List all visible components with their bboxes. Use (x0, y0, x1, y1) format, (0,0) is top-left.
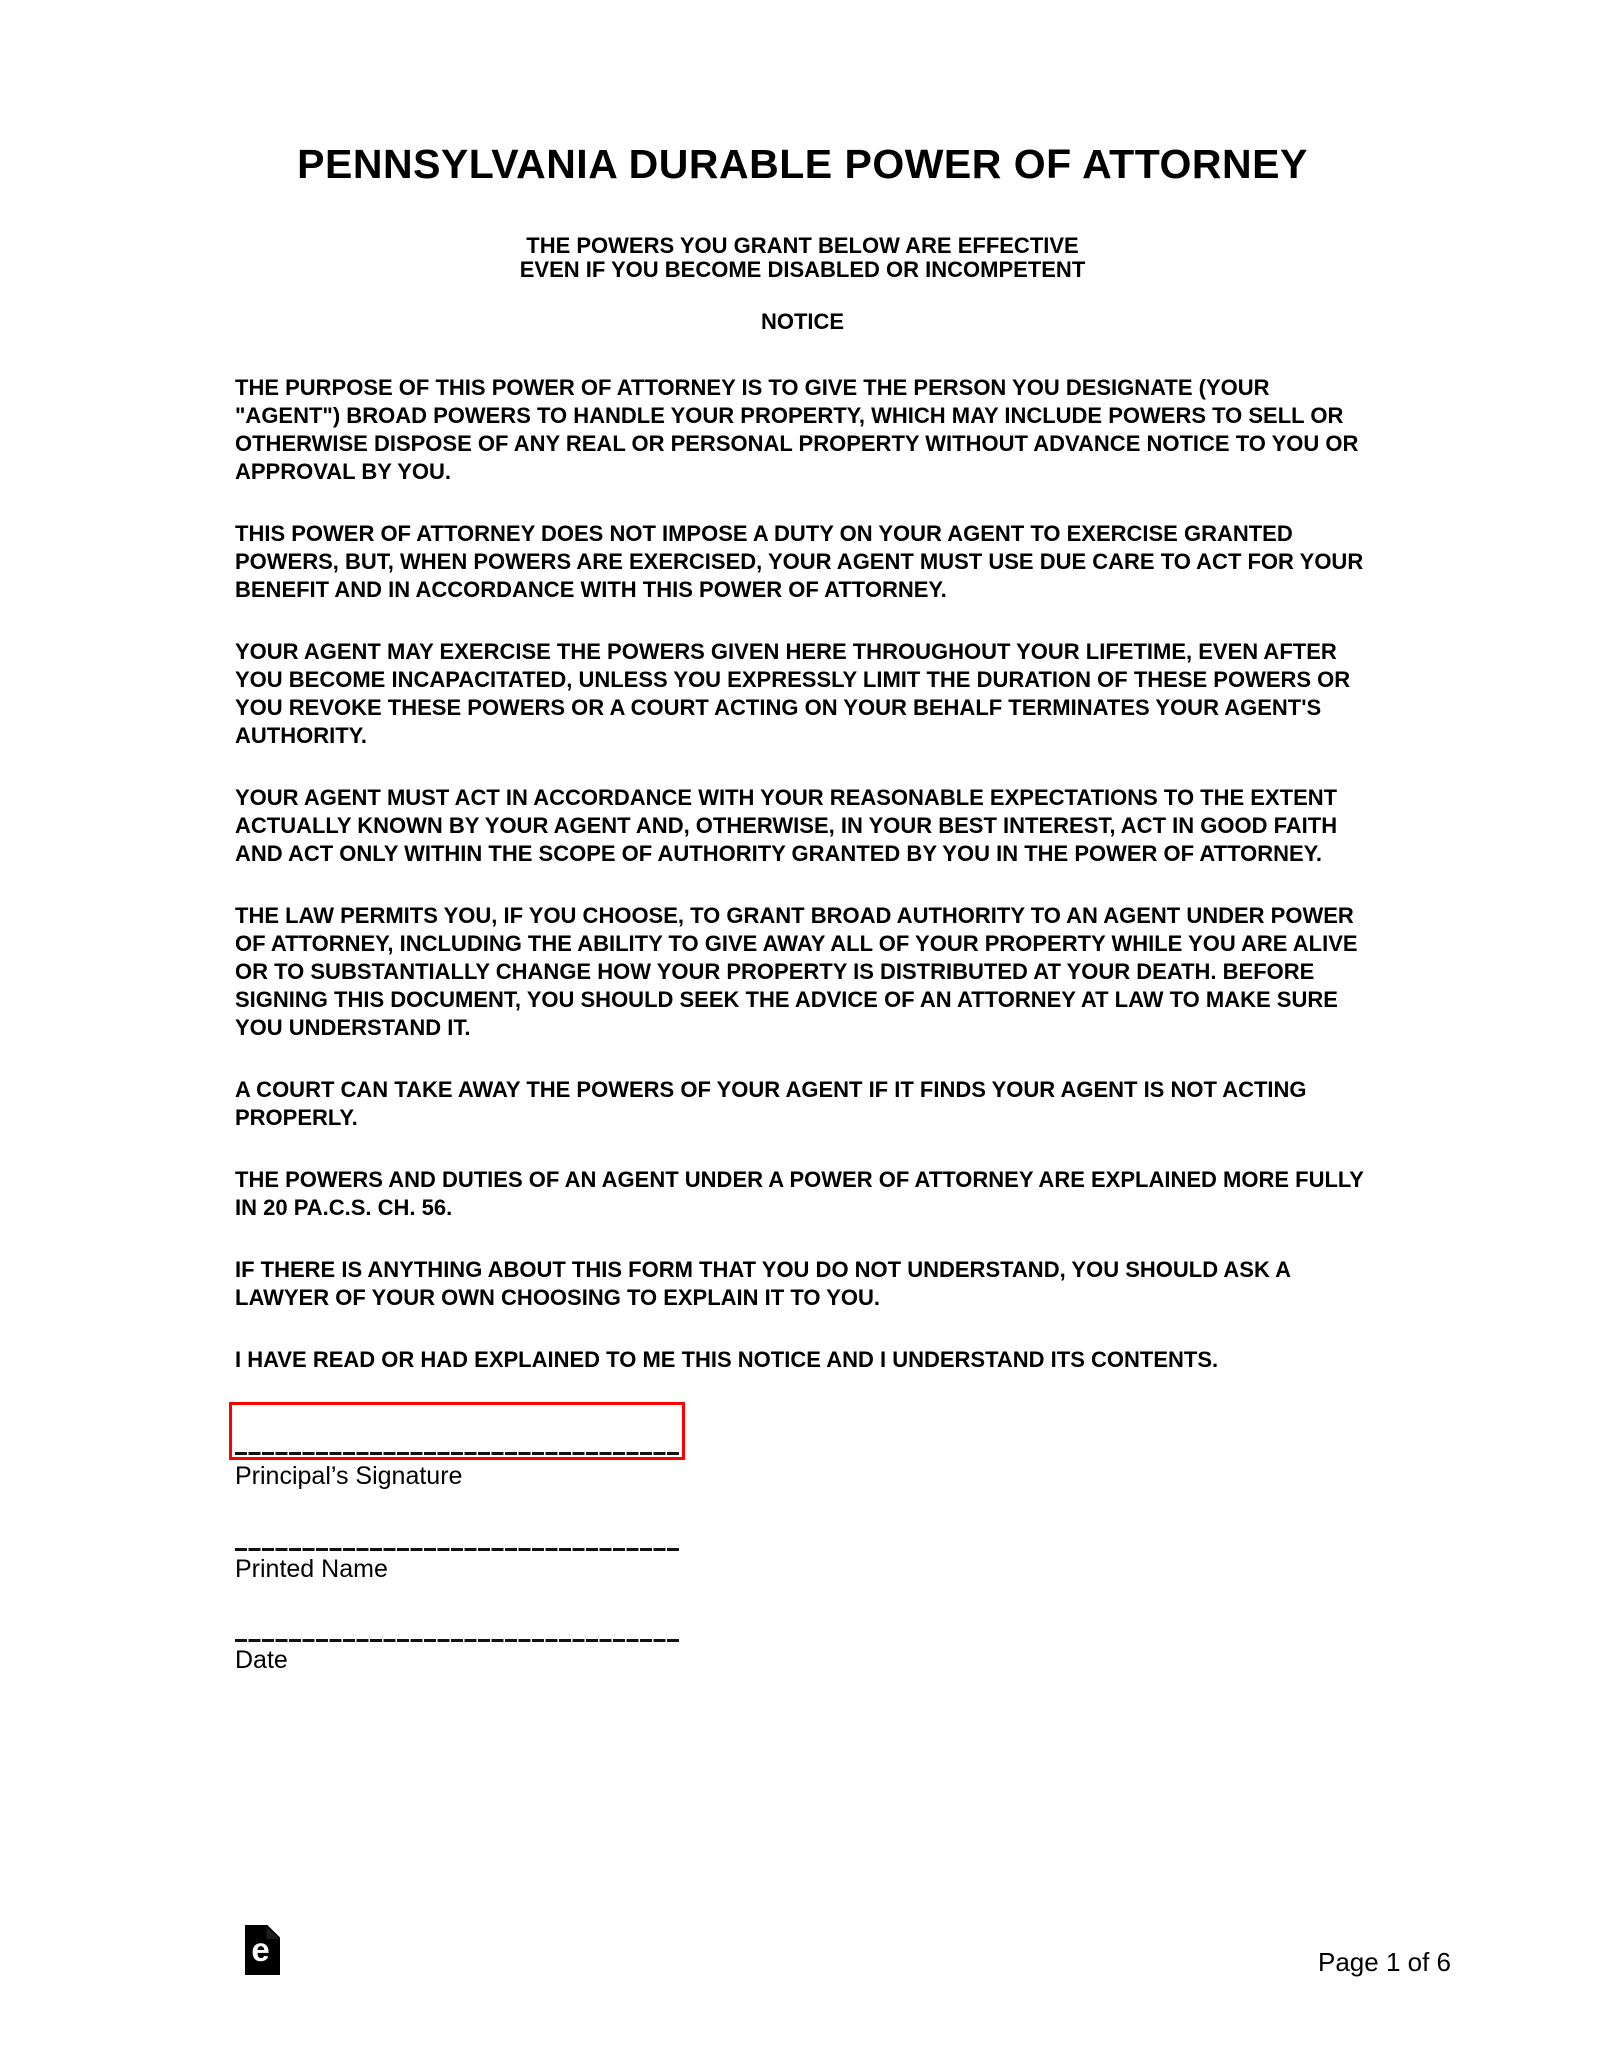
subtitle-line-2: EVEN IF YOU BECOME DISABLED OR INCOMPETENT (519, 257, 1086, 282)
notice-acknowledgement: I HAVE READ OR HAD EXPLAINED TO ME THIS NOTICE AND I UNDERSTAND ITS CONTENTS. (235, 1347, 1219, 1372)
notice-paragraph-8: IF THERE IS ANYTHING ABOUT THIS FORM THAT YOU DO NOT UNDERSTAND, YOU SHOULD ASK A LAWYER OF YOUR OWN CHOOSING TO EXPLAIN IT TO YOU. (235, 1257, 1291, 1310)
notice-paragraph-7: THE POWERS AND DUTIES OF AN AGENT UNDER A POWER OF ATTORNEY ARE EXPLAINED MORE FULLY IN 20 PA.C.S. CH. 56. (235, 1167, 1364, 1220)
notice-paragraph-6: A COURT CAN TAKE AWAY THE POWERS OF YOUR AGENT IF IT FINDS YOUR AGENT IS NOT ACTING PROPERLY. (235, 1077, 1307, 1130)
notice-paragraph-2: THIS POWER OF ATTORNEY DOES NOT IMPOSE A DUTY ON YOUR AGENT TO EXERCISE GRANTED POWERS, BUT, WHEN POWERS ARE EXERCISED, YOUR AGENT MUST USE DUE CARE TO ACT FOR YOUR BENEFIT AND IN ACCORDANCE WITH THIS POWER OF ATTORNEY. (235, 521, 1364, 602)
principal-signature-line[interactable] (235, 1452, 680, 1455)
subtitle-line-1: THE POWERS YOU GRANT BELOW ARE EFFECTIVE (526, 233, 1079, 258)
page-title: PENNSYLVANIA DURABLE POWER OF ATTORNEY (297, 141, 1308, 187)
notice-body (235, 374, 1370, 1374)
notice-paragraph-5: THE LAW PERMITS YOU, IF YOU CHOOSE, TO GRANT BROAD AUTHORITY TO AN AGENT UNDER POWER OF ATTORNEY, INCLUDING THE ABILITY TO GIVE AWAY ALL OF YOUR PROPERTY WHILE YOU ARE ALIVE OR TO SUBSTANTIALLY CHANGE HOW YOUR PROPERTY IS DISTRIBUTED AT YOUR DEATH. BEFORE SIGNING THIS DOCUMENT, YOU SHOULD SEEK THE ADVICE OF AN ATTORNEY AT LAW TO MAKE SURE YOU UNDERSTAND IT. (235, 903, 1358, 1040)
notice-paragraph-1: THE PURPOSE OF THIS POWER OF ATTORNEY IS TO GIVE THE PERSON YOU DESIGNATE (YOUR "AGENT") BROAD POWERS TO HANDLE YOUR PROPERTY, WHICH MAY INCLUDE POWERS TO SELL OR OTHERWISE DISPOSE OF ANY REAL OR PERSONAL PROPERTY WITHOUT ADVANCE NOTICE TO YOU OR APPROVAL BY YOU. (235, 375, 1359, 484)
eforms-logo-letter: e (251, 1931, 270, 1968)
eforms-logo-icon (245, 1925, 280, 1975)
document-subtitle (235, 234, 1370, 282)
notice-heading: NOTICE (760, 309, 845, 334)
printed-name-label: Printed Name (235, 1555, 388, 1583)
page-indicator: Page 1 of 6 (1318, 1947, 1451, 1977)
principal-signature-label: Principal’s Signature (235, 1462, 463, 1490)
printed-name-line[interactable] (235, 1548, 680, 1551)
notice-content (235, 140, 1370, 1374)
date-label: Date (235, 1646, 288, 1674)
notice-paragraph-4: YOUR AGENT MUST ACT IN ACCORDANCE WITH YOUR REASONABLE EXPECTATIONS TO THE EXTENT ACTUALLY KNOWN BY YOUR AGENT AND, OTHERWISE, IN YOUR BEST INTEREST, ACT IN GOOD FAITH AND ACT ONLY WITHIN THE SCOPE OF AUTHORITY GRANTED BY YOU IN THE POWER OF ATTORNEY. (235, 785, 1338, 866)
date-line[interactable] (235, 1639, 680, 1642)
notice-paragraph-3: YOUR AGENT MAY EXERCISE THE POWERS GIVEN HERE THROUGHOUT YOUR LIFETIME, EVEN AFTER YOU BECOME INCAPACITATED, UNLESS YOU EXPRESSLY LIMIT THE DURATION OF THESE POWERS OR YOU REVOKE THESE POWERS OR A COURT ACTING ON YOUR BEHALF TERMINATES YOUR AGENT'S AUTHORITY. (235, 639, 1351, 748)
